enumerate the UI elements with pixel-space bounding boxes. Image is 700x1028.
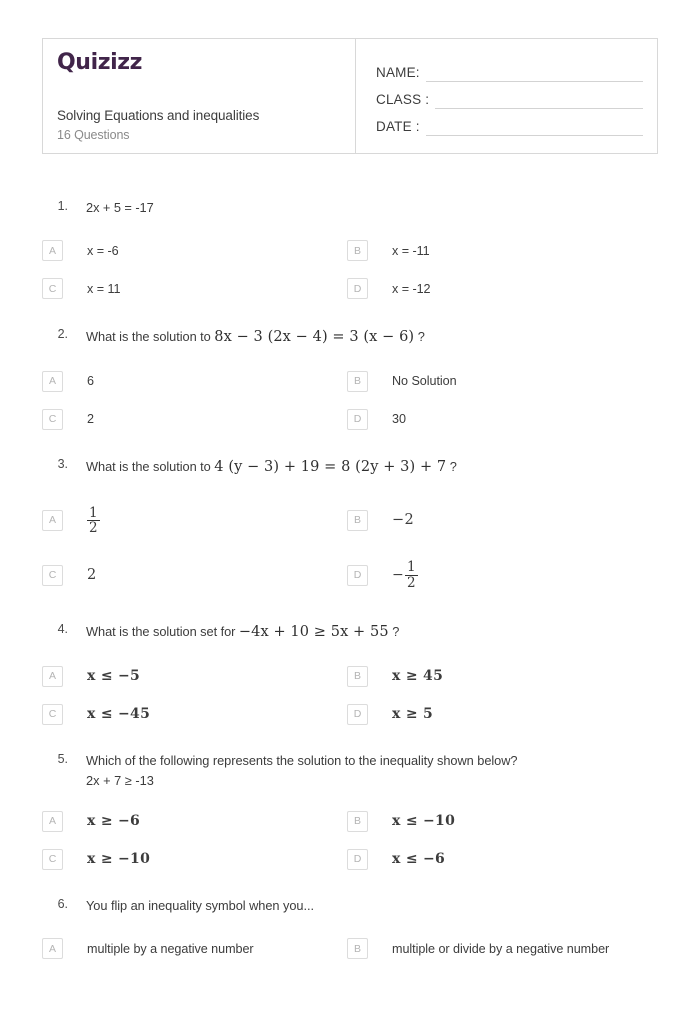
option-letter-box[interactable]: D (347, 278, 368, 299)
class-field-input[interactable] (435, 91, 643, 109)
answer-options (42, 493, 658, 603)
option-text: −2 (392, 512, 414, 529)
answer-option-b[interactable] (347, 938, 658, 959)
answer-option-b[interactable] (347, 666, 658, 687)
question-subline: 2x + 7 ≥ -13 (86, 773, 154, 789)
option-text: 2 (87, 412, 94, 427)
question-block (42, 198, 658, 308)
option-text: No Solution (392, 374, 457, 389)
option-letter-box[interactable]: B (347, 811, 368, 832)
fraction-stack (405, 560, 418, 590)
worksheet-question-count: 16 Questions (57, 128, 130, 142)
option-letter-box[interactable]: A (42, 666, 63, 687)
question-text-plain: You flip an inequality symbol when you... (86, 898, 314, 914)
answer-option-a[interactable] (42, 371, 347, 392)
question-header (42, 621, 658, 643)
option-text: multiple by a negative number (87, 941, 254, 956)
question-block (42, 621, 658, 733)
fraction-sign: − (392, 567, 405, 584)
question-text-suffix: ? (392, 623, 400, 639)
answer-option-c[interactable] (42, 278, 347, 299)
answer-option-c[interactable] (42, 704, 347, 725)
option-text: x ≥ −6 (87, 813, 141, 830)
question-header (42, 326, 658, 348)
option-text: x ≤ −10 (392, 813, 456, 830)
question-header (42, 896, 658, 916)
question-block (42, 751, 658, 878)
option-row (42, 400, 658, 438)
option-letter-box[interactable]: A (42, 510, 63, 531)
question-text (68, 621, 399, 643)
answer-option-d[interactable] (347, 409, 658, 430)
option-row (42, 657, 658, 695)
quizizz-logo-text: Quizizz (57, 50, 143, 75)
date-field-input[interactable] (426, 118, 643, 136)
answer-option-a[interactable] (42, 505, 347, 536)
answer-option-d[interactable] (347, 560, 658, 590)
option-letter-box[interactable]: D (347, 565, 368, 586)
option-letter-box[interactable]: A (42, 240, 63, 261)
question-header (42, 198, 658, 218)
quizizz-logo (57, 52, 355, 74)
option-letter-box[interactable]: B (347, 938, 368, 959)
name-field-row (376, 55, 643, 82)
question-text (68, 896, 314, 916)
question-text-math: 8x − 3 (2x − 4) = 3 (x − 6) (214, 328, 415, 345)
fraction-stack (87, 506, 100, 536)
worksheet-page (0, 38, 700, 1028)
option-row (42, 930, 658, 968)
option-text: x = -11 (392, 243, 430, 258)
fraction-denominator: 2 (407, 574, 416, 591)
answer-option-a[interactable] (42, 938, 347, 959)
option-row (42, 270, 658, 308)
question-text-plain: What is the solution to (86, 328, 211, 344)
fraction-numerator: 1 (89, 504, 98, 521)
question-block (42, 326, 658, 438)
fraction-denominator: 2 (89, 520, 98, 537)
option-letter-box[interactable]: C (42, 704, 63, 725)
question-text-plain: What is the solution set for (86, 623, 236, 639)
date-field-label: DATE : (376, 119, 420, 134)
student-info-fields (356, 39, 657, 153)
answer-options (42, 362, 658, 438)
option-letter-box[interactable]: D (347, 849, 368, 870)
answer-option-d[interactable] (347, 849, 658, 870)
option-letter-box[interactable]: B (347, 510, 368, 531)
class-field-row (376, 82, 643, 109)
option-text: x = -6 (87, 243, 119, 258)
name-field-input[interactable] (426, 64, 643, 82)
question-text (68, 326, 425, 348)
option-letter-box[interactable]: D (347, 409, 368, 430)
answer-option-b[interactable] (347, 811, 658, 832)
question-number: 1. (57, 199, 68, 213)
question-number: 5. (57, 752, 68, 767)
question-header (42, 456, 658, 478)
option-text: x ≤ −6 (392, 851, 446, 868)
answer-option-b[interactable] (347, 371, 658, 392)
option-text (63, 505, 100, 536)
answer-options (42, 802, 658, 878)
option-letter-box[interactable]: C (42, 849, 63, 870)
question-text (68, 456, 457, 478)
option-text (368, 560, 418, 590)
header-left-panel (43, 39, 355, 153)
question-number: 6. (57, 897, 68, 912)
option-text: multiple or divide by a negative number (392, 941, 610, 956)
option-row (42, 493, 658, 548)
answer-option-a[interactable] (42, 240, 347, 261)
option-letter-box[interactable]: C (42, 409, 63, 430)
option-row (42, 840, 658, 878)
question-text (68, 751, 518, 771)
option-text: x ≥ 5 (392, 706, 434, 723)
option-letter-box[interactable]: B (347, 666, 368, 687)
option-letter-box[interactable]: A (42, 371, 63, 392)
option-text: x = 11 (87, 281, 121, 296)
question-block (42, 456, 658, 602)
answer-option-d[interactable] (347, 704, 658, 725)
option-text: 2 (87, 567, 97, 584)
answer-option-c[interactable] (42, 849, 347, 870)
option-text: 6 (87, 374, 94, 389)
fraction-numerator: 1 (407, 559, 416, 576)
answer-option-c[interactable] (42, 409, 347, 430)
option-row (42, 548, 658, 603)
option-letter-box[interactable]: B (347, 371, 368, 392)
option-text: 30 (392, 412, 406, 427)
option-text: x ≤ −45 (87, 706, 151, 723)
questions-list (42, 198, 658, 968)
question-text (68, 198, 154, 218)
question-number: 4. (57, 621, 68, 636)
option-letter-box[interactable]: D (347, 704, 368, 725)
answer-options (42, 657, 658, 733)
option-text: x ≥ −10 (87, 851, 151, 868)
option-fraction (87, 506, 100, 536)
option-row (42, 362, 658, 400)
question-text-plain: What is the solution to (86, 459, 211, 475)
option-row (42, 232, 658, 270)
question-text-plain: 2x + 5 = -17 (86, 200, 154, 215)
question-header (42, 751, 658, 771)
worksheet-header-card (42, 38, 658, 154)
option-letter-box[interactable]: C (42, 278, 63, 299)
option-letter-box[interactable]: C (42, 565, 63, 586)
question-text-suffix: ? (449, 459, 457, 475)
answer-option-d[interactable] (347, 278, 658, 299)
answer-options (42, 930, 658, 968)
option-letter-box[interactable]: A (42, 938, 63, 959)
question-text-math: 4 (y − 3) + 19 = 8 (2y + 3) + 7 (214, 459, 447, 476)
answer-option-a[interactable] (42, 666, 347, 687)
name-field-label: NAME: (376, 65, 420, 80)
date-field-row (376, 109, 643, 136)
question-text-math: −4x + 10 ≥ 5x + 55 (238, 623, 389, 640)
option-letter-box[interactable]: B (347, 240, 368, 261)
answer-option-c[interactable] (42, 565, 347, 586)
answer-option-a[interactable] (42, 811, 347, 832)
question-number: 3. (57, 457, 68, 472)
question-block (42, 896, 658, 968)
option-letter-box[interactable]: A (42, 811, 63, 832)
answer-option-b[interactable] (347, 240, 658, 261)
worksheet-title: Solving Equations and inequalities (57, 108, 260, 123)
option-row (42, 802, 658, 840)
class-field-label: CLASS : (376, 92, 430, 107)
question-text-plain: Which of the following represents the solution to the inequality shown below? (86, 753, 518, 769)
option-text: x ≤ −5 (87, 668, 141, 685)
question-text-suffix: ? (417, 328, 425, 344)
option-text: x = -12 (392, 281, 431, 296)
answer-option-b[interactable] (347, 510, 658, 531)
option-text: x ≥ 45 (392, 668, 444, 685)
option-fraction (392, 560, 418, 590)
answer-options (42, 232, 658, 308)
question-number: 2. (57, 326, 68, 341)
option-row (42, 695, 658, 733)
